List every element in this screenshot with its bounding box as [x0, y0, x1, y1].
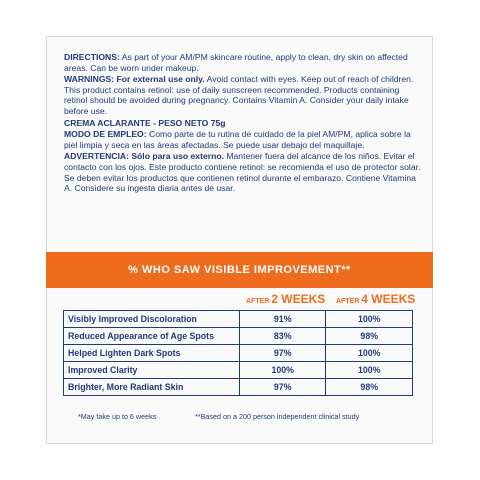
advertencia-body: Mantener fuera del alcance de los niños. Evitar el contacto con los ojos. Este producto contiene retinol: se recomienda el uso de protector solar. Se deben evitar los productos que contienen retinol durante el embarazo. Contiene Vitamina A. Considere su ingesta diaria antes de usar.: [64, 151, 421, 194]
modo-paragraph: [64, 129, 424, 150]
header-2-value: 2 WEEKS: [271, 292, 326, 306]
value-2-weeks: 97%: [239, 379, 326, 396]
value-2-weeks: 100%: [239, 362, 326, 379]
value-4-weeks: 100%: [326, 345, 413, 362]
results-table: [63, 310, 413, 396]
column-headers: [0, 290, 480, 310]
header-4-value: 4 WEEKS: [361, 292, 416, 306]
advertencia-paragraph: [64, 151, 424, 193]
metric-cell: Helped Lighten Dark Spots: [64, 345, 240, 362]
crema-line: CREMA ACLARANTE - PESO NETO 75g: [64, 117, 226, 128]
modo-body: Como parte de tu rutina de cuidado de la piel AM/PM, aplica sobre la piel limpia y seca en las áreas afectadas. Se puede usar debajo del maquillaje.: [64, 129, 411, 150]
table-row: [64, 379, 413, 396]
warnings-body: Avoid contact with eyes. Keep out of reach of children. This product contains retinol: use of daily sunscreen recommended. Products containing retinol should be avoided during pregnancy. Contains Vitamin A. Consider your daily intake before use.: [64, 74, 414, 116]
value-4-weeks: 100%: [326, 311, 413, 328]
value-4-weeks: 100%: [326, 362, 413, 379]
metric-cell: Improved Clarity: [64, 362, 240, 379]
header-4-weeks: [336, 290, 415, 308]
directions-paragraph: [64, 52, 424, 73]
warnings-paragraph: [64, 74, 424, 116]
modo-label: MODO DE EMPLEO:: [64, 129, 147, 140]
improvement-banner: [46, 252, 433, 288]
warnings-label: WARNINGS: For external use only.: [64, 74, 205, 85]
banner-title: % WHO SAW VISIBLE IMPROVEMENT**: [128, 264, 351, 276]
footnote-study: **Based on a 200 person independent clinical study: [195, 412, 360, 421]
value-4-weeks: 98%: [326, 379, 413, 396]
table-row: [64, 362, 413, 379]
directions-label: DIRECTIONS:: [64, 52, 120, 62]
value-4-weeks: 98%: [326, 328, 413, 345]
header-2-weeks: [246, 290, 325, 308]
advertencia-label: ADVERTENCIA: Sólo para uso externo.: [64, 151, 224, 162]
directions-body: As part of your AM/PM skincare routine, apply to clean, dry skin on affected areas. Can be worn under makeup.: [64, 52, 408, 73]
table-row: [64, 345, 413, 362]
footnote-weeks: *May take up to 6 weeks: [78, 412, 157, 421]
value-2-weeks: 83%: [239, 328, 326, 345]
header-2-prefix: AFTER: [246, 298, 272, 305]
metric-cell: Brighter, More Radiant Skin: [64, 379, 240, 396]
value-2-weeks: 91%: [239, 311, 326, 328]
metric-cell: Reduced Appearance of Age Spots: [64, 328, 240, 345]
table-row: [64, 311, 413, 328]
header-4-prefix: AFTER: [336, 298, 362, 305]
table-row: [64, 328, 413, 345]
value-2-weeks: 97%: [239, 345, 326, 362]
metric-cell: Visibly Improved Discoloration: [64, 311, 240, 328]
instructions-text: [64, 52, 424, 195]
